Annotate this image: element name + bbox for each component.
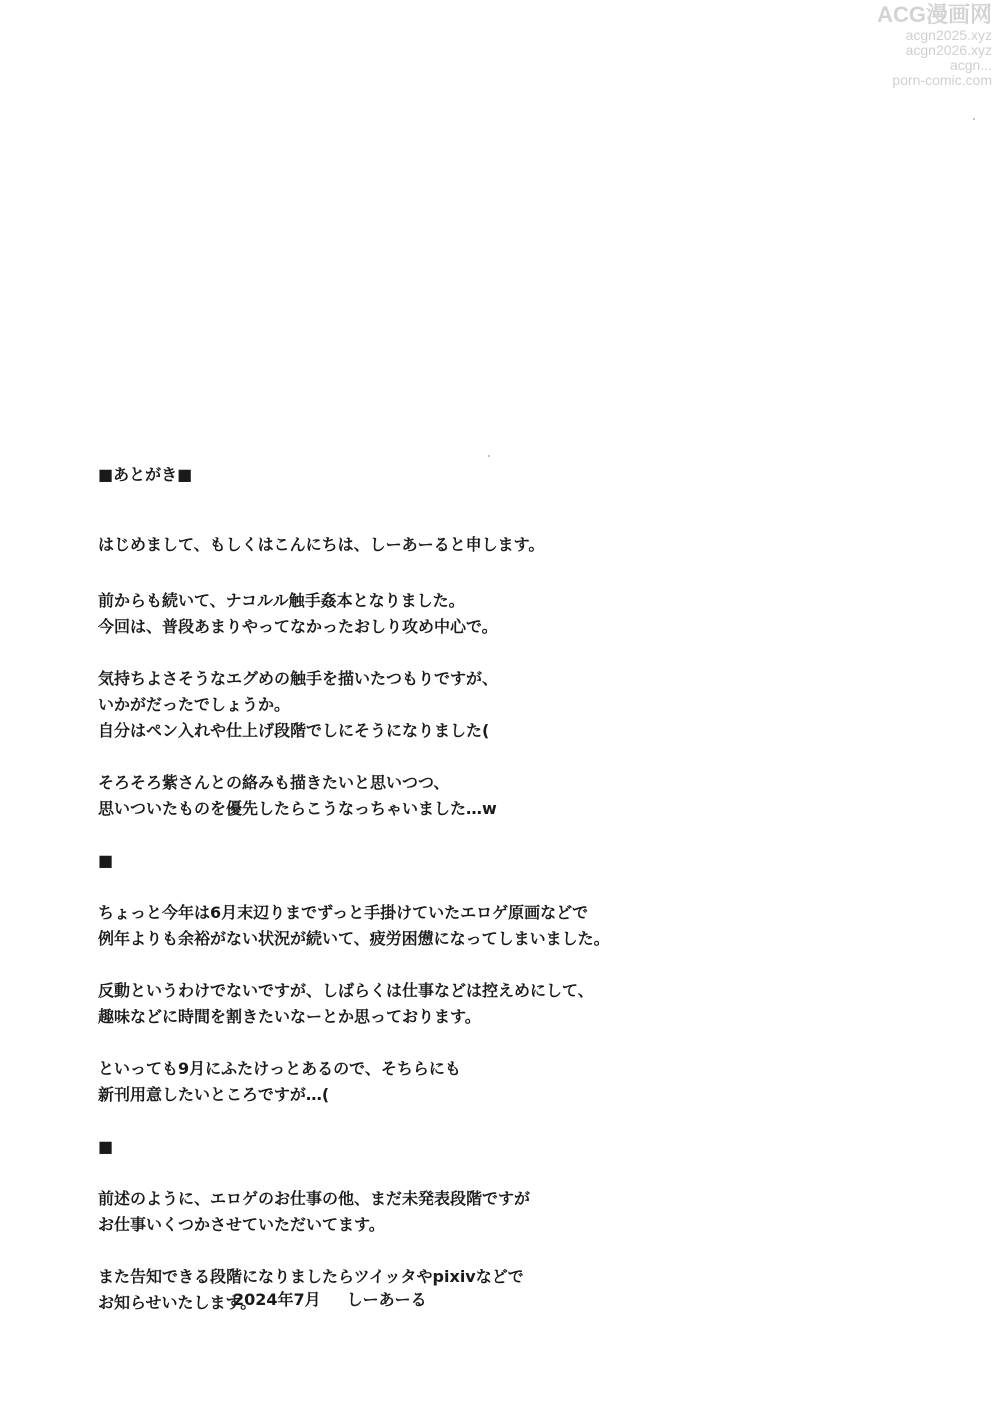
paragraph [98,978,918,1030]
section-divider: ■ [98,1137,114,1156]
site-watermark [842,4,992,88]
text-line: そろそろ紫さんとの絡みも描きたいと思いつつ、 [98,773,450,792]
watermark-url: acgn2025.xyz [905,27,992,43]
text-line: 反動というわけでないですが、しばらくは仕事などは控えめにして、 [98,981,594,1000]
section-divider: ■ [98,851,114,870]
text-line: お知らせいたします。 [98,1293,257,1312]
watermark-url: acgn... [949,57,992,73]
text-line: いかがだったでしょうか。 [98,695,291,714]
paragraph [98,770,918,822]
watermark-url: porn-comic.com [892,72,992,88]
text-line: といっても9月にふたけっとあるので、そちらにも [98,1059,461,1078]
paragraph [98,1264,918,1316]
text-line: また告知できる段階になりましたらツイッタやpixivなどで [98,1267,524,1286]
signature [233,1287,427,1313]
paragraph [98,588,918,640]
text-line: 思いついたものを優先したらこうなっちゃいました…w [98,799,497,818]
afterword-heading: ■あとがき■ [98,465,193,484]
text-line: 前述のように、エロゲのお仕事の他、まだ未発表段階ですが [98,1189,531,1208]
watermark-url: acgn2026.xyz [905,42,992,58]
paragraph [98,532,918,558]
text-line: お仕事いくつかさせていただいてます。 [98,1215,385,1234]
text-line: 新刊用意したいところですが…( [98,1085,330,1104]
text-line: 前からも続いて、ナコルル触手姦本となりました。 [98,591,465,610]
scan-speck [488,455,490,457]
text-line: ちょっと今年は6月末辺りまでずっと手掛けていたエロゲ原画などで [98,903,589,922]
paragraph [98,1056,918,1108]
paragraph [98,900,918,952]
text-line: 今回は、普段あまりやってなかったおしり攻め中心で。 [98,617,498,636]
afterword-text [98,462,918,1342]
paragraph [98,1186,918,1238]
text-line: 例年よりも余裕がない状況が続いて、疲労困憊になってしまいました。 [98,929,610,948]
text-line: 趣味などに時間を割きたいなーとか思っております。 [98,1007,481,1026]
watermark-brand: ACG漫画网 [877,2,992,27]
text-line: はじめまして、もしくはこんにちは、しーあーると申します。 [98,535,545,554]
text-line: 自分はペン入れや仕上げ段階でしにそうになりました( [98,721,490,740]
signature-name: しーあーる [346,1290,427,1309]
signature-date: 2024年7月 [233,1290,321,1309]
scan-speck [973,118,975,120]
paragraph [98,666,918,744]
text-line: 気持ちよさそうなエグめの触手を描いたつもりですが、 [98,669,499,688]
